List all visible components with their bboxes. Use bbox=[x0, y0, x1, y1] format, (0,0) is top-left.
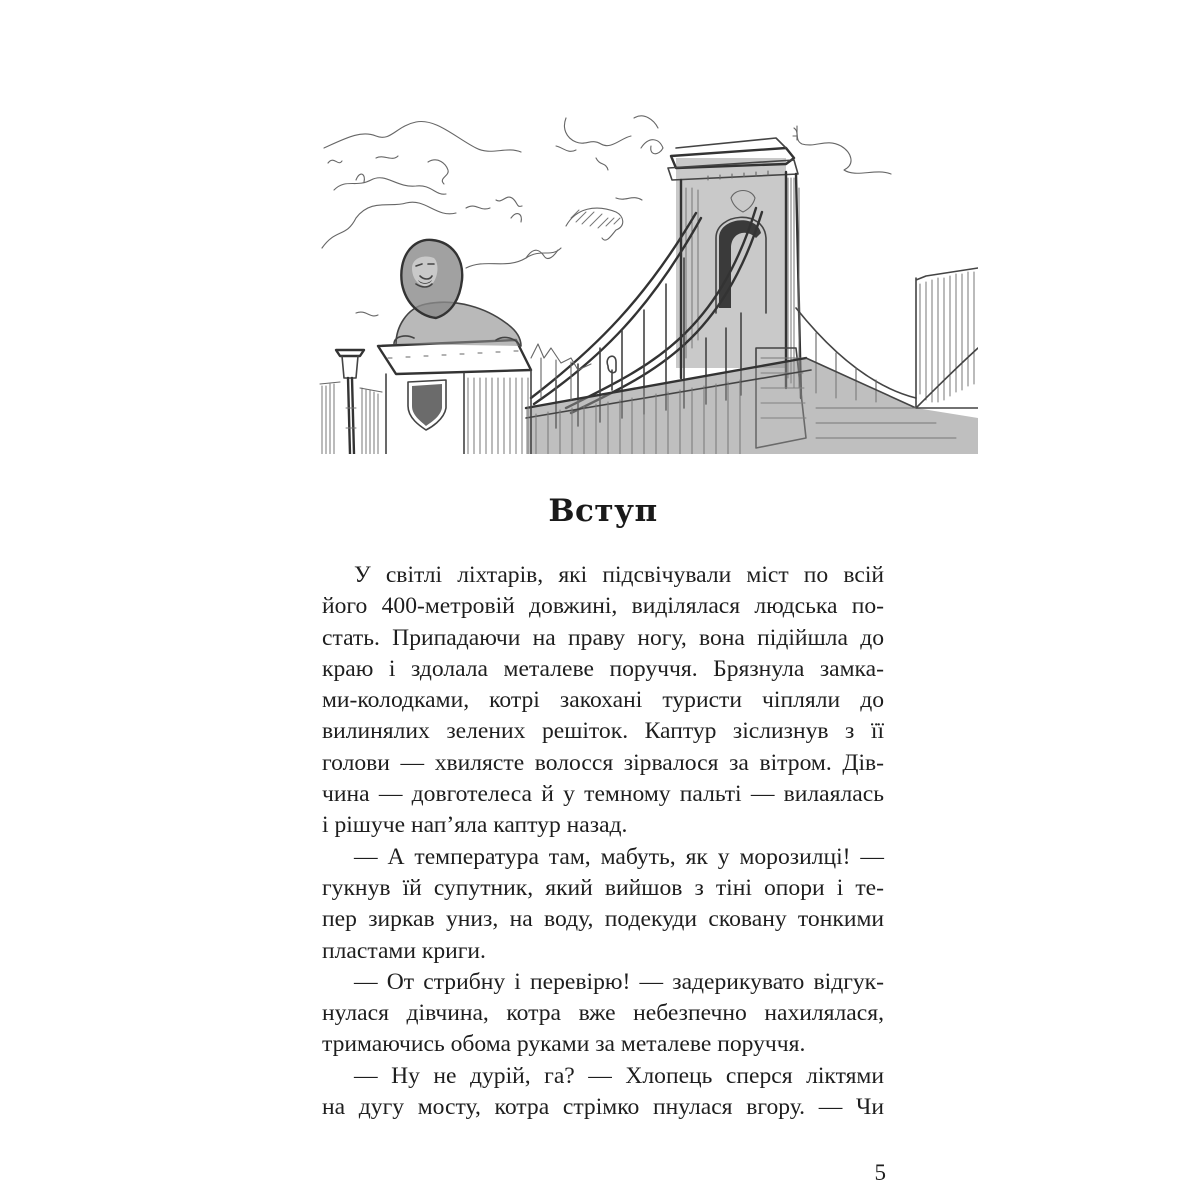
text-line: ми-колодками, котрі закохані туристи чіпляли до bbox=[322, 687, 884, 714]
text-line: — А температура там, мабуть, як у морозилці! — bbox=[354, 843, 884, 870]
street-lamp bbox=[336, 350, 364, 454]
text-line: стать. Припадаючи на праву ногу, вона підійшла до bbox=[322, 624, 884, 651]
text-line: — От стрибну і перевірю! — задерикувато відгук- bbox=[354, 968, 884, 995]
body-text bbox=[322, 560, 884, 1123]
text-line: У світлі ліхтарів, які підсвічували міст по всій bbox=[354, 562, 884, 588]
text-line: вилинялих зелених решіток. Каптур зіслизнув з її bbox=[322, 718, 884, 745]
bridge-illustration bbox=[316, 108, 978, 454]
distant-tower bbox=[916, 268, 978, 408]
left-buildings bbox=[320, 382, 382, 454]
text-line: голови — хвилясте волосся зірвалося за вітром. Дів- bbox=[322, 749, 884, 776]
chapter-title: Вступ bbox=[548, 493, 658, 529]
text-line: пер зиркав униз, на воду, подекуди сковану тонкими bbox=[322, 906, 884, 933]
text-line: чина — довготелеса й у темному пальті — вилаялась bbox=[322, 781, 884, 808]
text-line: і рішуче нап’яла каптур назад. bbox=[322, 812, 628, 839]
bridge-sketch-icon bbox=[316, 108, 978, 454]
text-line: його 400-метровій довжині, виділялася людська по- bbox=[322, 593, 884, 620]
page-number: 5 bbox=[874, 1160, 886, 1185]
text-line: тримаючись обома руками за металеве поруччя. bbox=[322, 1031, 806, 1058]
text-line: — Ну не дурій, га? — Хлопець сперся ліктями bbox=[354, 1062, 884, 1089]
text-line: нулася дівчина, котра вже небезпечно нахилялася, bbox=[322, 1000, 884, 1027]
lion-statue bbox=[394, 240, 521, 346]
text-line: краю і здолала металеве поруччя. Брязнула замка- bbox=[322, 655, 884, 682]
text-line: на дугу мосту, котра стрімко пнулася вгору. — Чи bbox=[322, 1094, 884, 1121]
text-line: гукнув їй супутник, який вийшов з тіні опори і те- bbox=[322, 874, 884, 901]
text-line: пластами криги. bbox=[322, 937, 486, 964]
lion-pedestal bbox=[378, 340, 531, 454]
